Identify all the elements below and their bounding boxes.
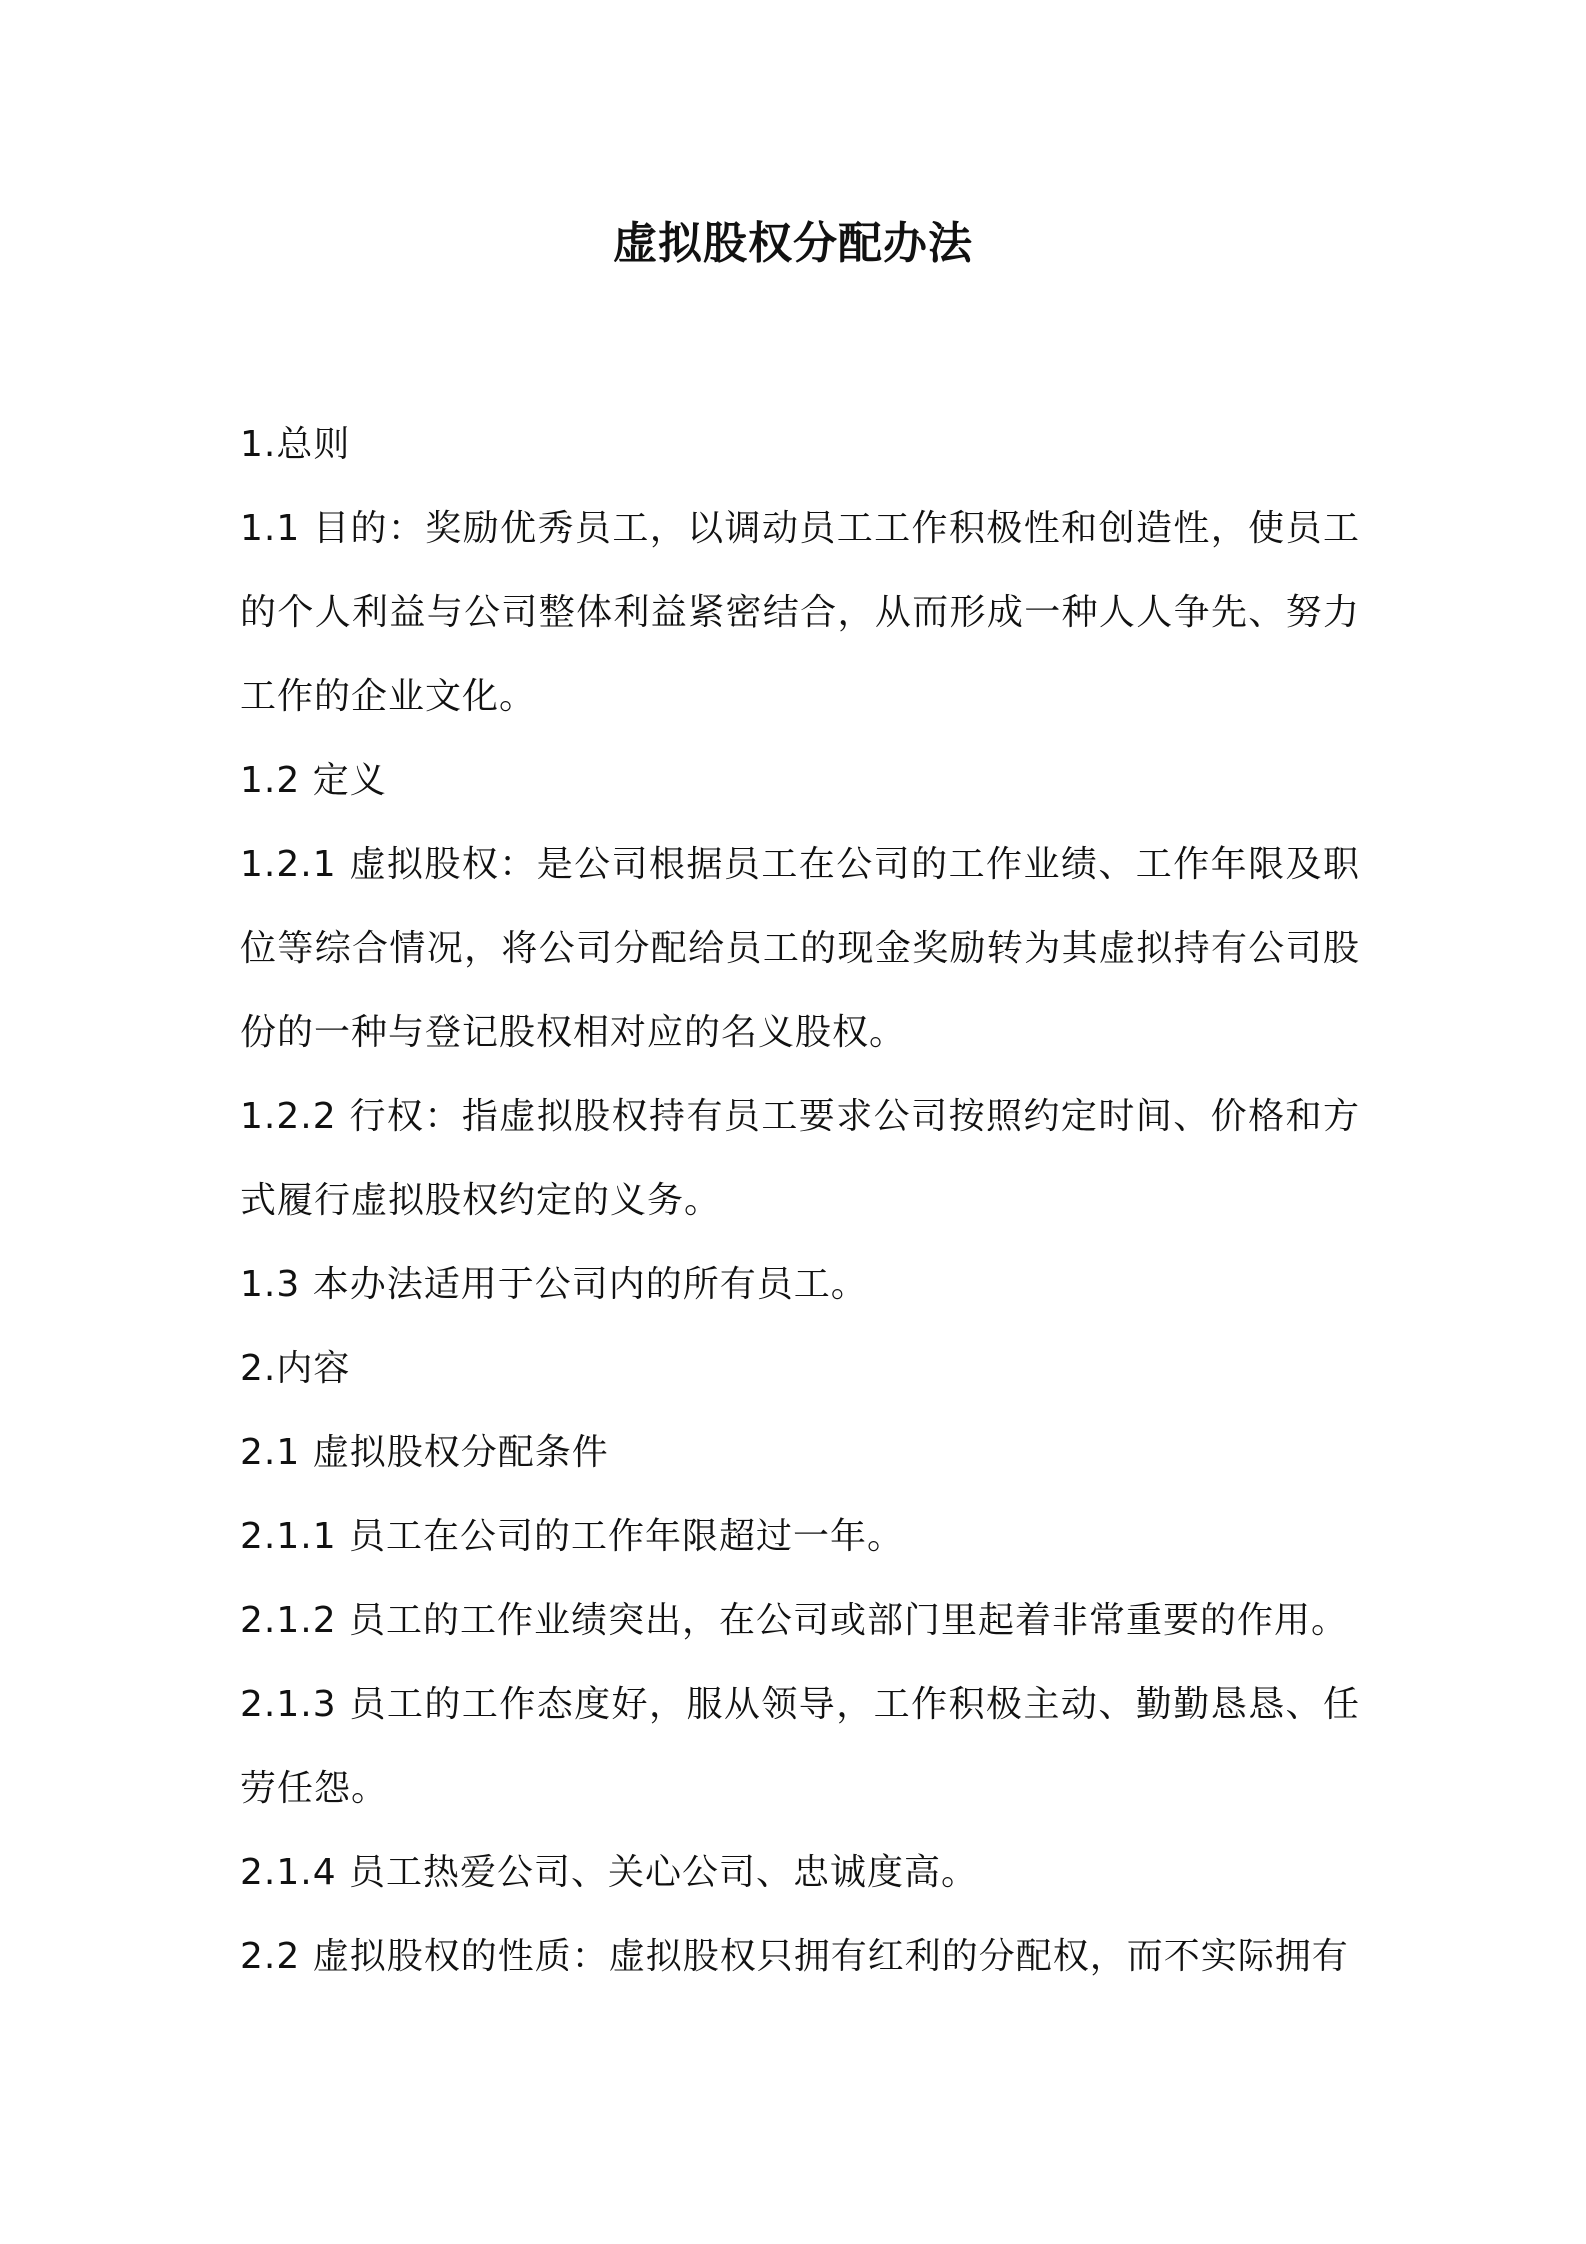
paragraph-condition-performance: 2.1.2 员工的工作业绩突出，在公司或部门里起着非常重要的作用。 xyxy=(240,1600,1349,1641)
paragraph-exercise-definition: 1.2.2 行权：指虚拟股权持有员工要求公司按照约定时间、价格和方式履行虚拟股权约定的义务。 xyxy=(240,1096,1360,1221)
paragraph-purpose: 1.1 目的：奖励优秀员工，以调动员工工作积极性和创造性，使员工的个人利益与公司整体利益紧密结合，从而形成一种人人争先、努力工作的企业文化。 xyxy=(240,508,1360,717)
paragraph-virtual-equity-definition: 1.2.1 虚拟股权：是公司根据员工在公司的工作业绩、工作年限及职位等综合情况，将公司分配给员工的现金奖励转为其虚拟持有公司股份的一种与登记股权相对应的名义股权。 xyxy=(240,844,1360,1053)
document-title: 虚拟股权分配办法 xyxy=(613,218,973,269)
paragraph-condition-loyalty: 2.1.4 员工热爱公司、关心公司、忠诚度高。 xyxy=(240,1852,979,1893)
section-heading-general: 1.总则 xyxy=(240,424,351,465)
paragraph-condition-attitude: 2.1.3 员工的工作态度好，服从领导，工作积极主动、勤勤恳恳、任劳任怨。 xyxy=(240,1684,1360,1809)
paragraph-condition-tenure: 2.1.1 员工在公司的工作年限超过一年。 xyxy=(240,1516,905,1557)
document-body xyxy=(240,403,1360,1999)
paragraph-scope: 1.3 本办法适用于公司内的所有员工。 xyxy=(240,1264,868,1305)
section-heading-conditions: 2.1 虚拟股权分配条件 xyxy=(240,1432,609,1473)
paragraph-equity-nature: 2.2 虚拟股权的性质：虚拟股权只拥有红利的分配权，而不实际拥有 xyxy=(240,1936,1349,1977)
section-heading-content: 2.内容 xyxy=(240,1348,351,1389)
section-heading-definitions: 1.2 定义 xyxy=(240,760,387,801)
